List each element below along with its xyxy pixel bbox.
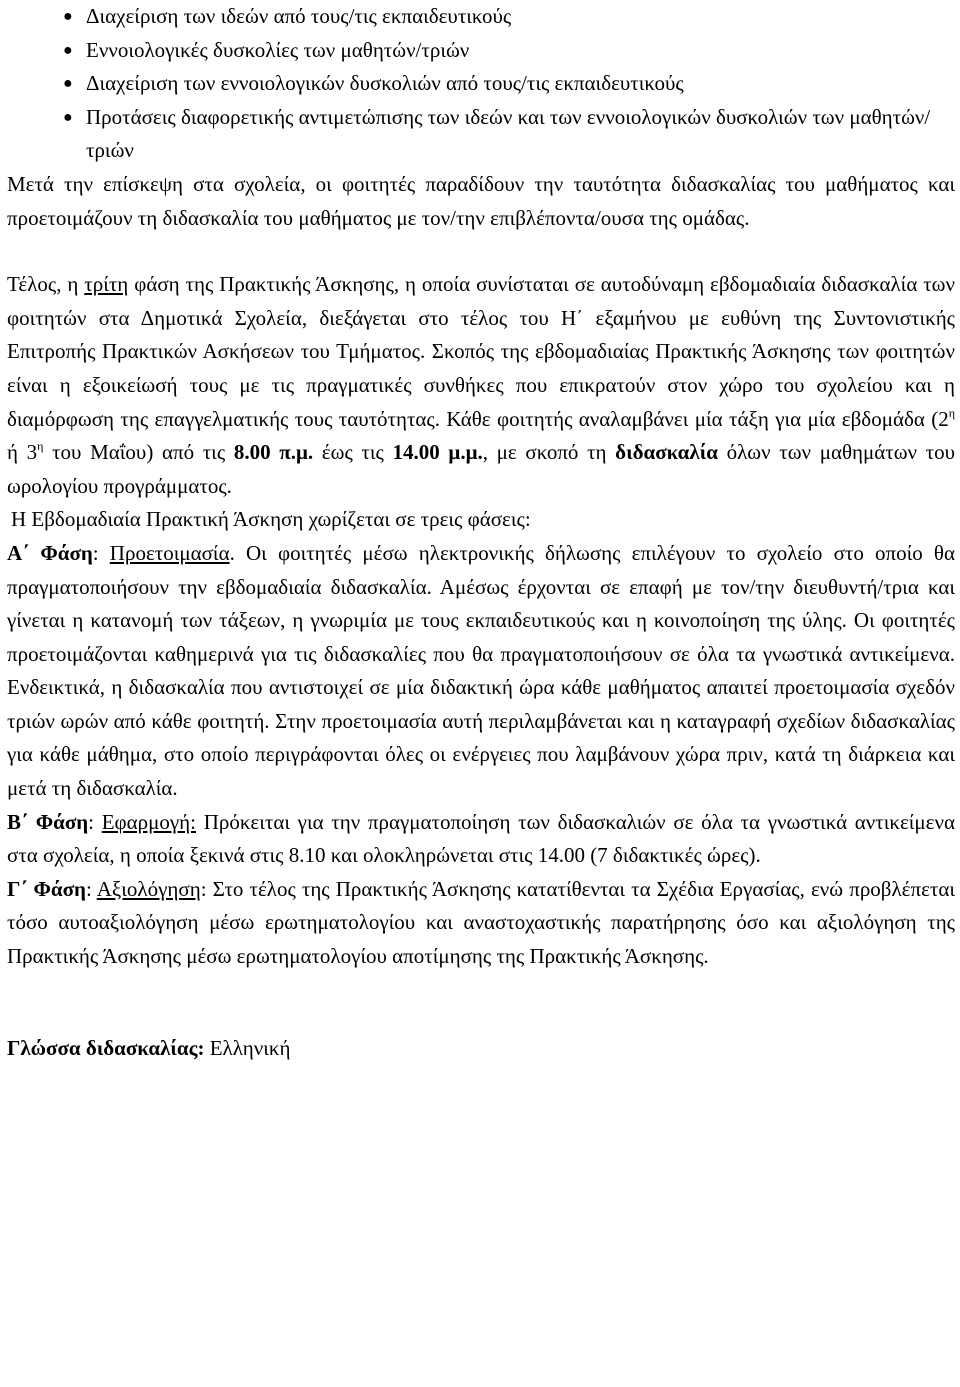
list-item: ● Εννοιολογικές δυσκολίες των μαθητών/τριών	[7, 34, 955, 68]
paragraph-after-visit: Μετά την επίσκεψη στα σχολεία, οι φοιτητές παραδίδουν την ταυτότητα διδασκαλίας του μαθήματος και προετοιμάζουν τη διδασκαλία του μαθήματος με τον/την επιβλέποντα/ουσα της ομάδας.	[7, 171, 955, 230]
phases-intro: Η Εβδομαδιαία Πρακτική Άσκηση χωρίζεται σε τρεις φάσεις:	[11, 507, 531, 532]
topics-list	[7, 0, 955, 168]
list-item: ● Διαχείριση των ιδεών από τους/τις εκπαιδευτικούς	[7, 0, 955, 34]
document-page	[7, 0, 955, 1065]
bullet-icon: ●	[63, 108, 73, 126]
list-item: ● Διαχείριση των εννοιολογικών δυσκολιών από τους/τις εκπαιδευτικούς	[7, 67, 955, 101]
paragraph-third-phase: Τέλος, η τρίτη φάση της Πρακτικής Άσκησης, η οποία συνίσταται σε αυτοδύναμη εβδομαδιαία διδασκαλία των φοιτητών στα Δημοτικά Σχολεία, διεξάγεται στο τέλος του Η΄ εξαμήνου με ευθύνη της Συντονιστικής Επιτροπής Πρακτικών Ασκήσεων του Τμήματος. Σκοπός της εβδομαδιαίας Πρακτικής Άσκησης των φοιτητών είναι η εξοικείωσή τους με τις πραγματικές συνθήκες που επικρατούν στον χώρο του σχολείου και η διαμόρφωση της επαγγελματικής τους ταυτότητας. Κάθε φοιτητής αναλαμβάνει μία τάξη για μία εβδομάδα ($2^\eta$ ή $3^\eta$ του Μαΐου) από τις 8.00 π.μ. έως τις 14.00 μ.μ., με σκοπό τη διδασκαλία όλων των μαθημάτων του ωρολογίου προγράμματος.	[7, 272, 956, 498]
phase-a-name: Προετοιμασία	[109, 540, 230, 565]
bullet-icon: ●	[63, 41, 73, 59]
bullet-icon: ●	[63, 75, 73, 93]
language-label: Γλώσσα διδασκαλίας:	[7, 1035, 205, 1060]
list-item: ● Προτάσεις διαφορετικής αντιμετώπισης των ιδεών και των εννοιολογικών δυσκολιών των μαθητών/τριών	[7, 101, 955, 168]
phase-b-paragraph: Β΄ Φάση: Εφαρμογή: Πρόκειται για την πραγματοποίηση των διδασκαλιών σε όλα τα γνωστικά αντικείμενα στα σχολεία, η οποία ξεκινά στις 8.10 και ολοκληρώνεται στις 14.00 (7 διδακτικές ώρες).	[7, 809, 955, 868]
start-time: 8.00 π.μ.	[233, 440, 314, 465]
language-line	[7, 1032, 955, 1066]
teaching-word: διδασκαλία	[615, 440, 718, 465]
third-word: τρίτη	[84, 272, 129, 297]
phase-b-name: Εφαρμογή:	[101, 809, 196, 834]
phase-a-paragraph: Α΄ Φάση: Προετοιμασία. Οι φοιτητές μέσω ηλεκτρονικής δήλωσης επιλέγουν το σχολείο στο οποίο θα πραγματοποιήσουν την εβδομαδιαία διδασκαλία. Αμέσως έρχονται σε επαφή με τον/την διευθυντή/τρια και γίνεται η κατανομή των τάξεων, η γνωριμία με τους εκπαιδευτικούς και η κοινοποίηση της ύλης. Οι φοιτητές προετοιμάζονται καθημερινά για τις διδασκαλίες που θα πραγματοποιήσουν σε όλα τα γνωστικά αντικείμενα. Ενδεικτικά, η διδασκαλία που αντιστοιχεί σε μία διδακτική ώρα κάθε μαθήματος απαιτεί προετοιμασία σχεδόν τριών ωρών από κάθε φοιτητή. Στην προετοιμασία αυτή περιλαμβάνεται και η καταγραφή σχεδίων διδασκαλίας για κάθε μάθημα, στο οποίο περιγράφονται όλες οι ενέργειες που λαμβάνουν χώρα πριν, κατά τη διάρκεια και μετά τη διδασκαλία.	[7, 540, 955, 801]
language-value: Ελληνική	[204, 1035, 291, 1060]
phase-c-paragraph: Γ΄ Φάση: Αξιολόγηση: Στο τέλος της Πρακτικής Άσκησης κατατίθενται τα Σχέδια Εργασίας, ενώ προβλέπεται τόσο αυτοαξιολόγηση μέσω ερωτηματολογίου και αναστοχαστικής παρατήρησης όσο και αξιολόγηση της Πρακτικής Άσκησης μέσω ερωτηματολογίου αποτίμησης της Πρακτικής Άσκησης.	[7, 876, 955, 969]
end-time: 14.00 μ.μ.	[392, 440, 483, 465]
phase-b-label: Β΄ Φάση	[7, 809, 89, 834]
phase-c-label: Γ΄ Φάση	[7, 876, 86, 901]
phase-c-name: Αξιολόγηση	[96, 876, 201, 901]
phase-a-label: Α΄ Φάση	[7, 540, 93, 565]
bullet-icon: ●	[63, 8, 73, 25]
